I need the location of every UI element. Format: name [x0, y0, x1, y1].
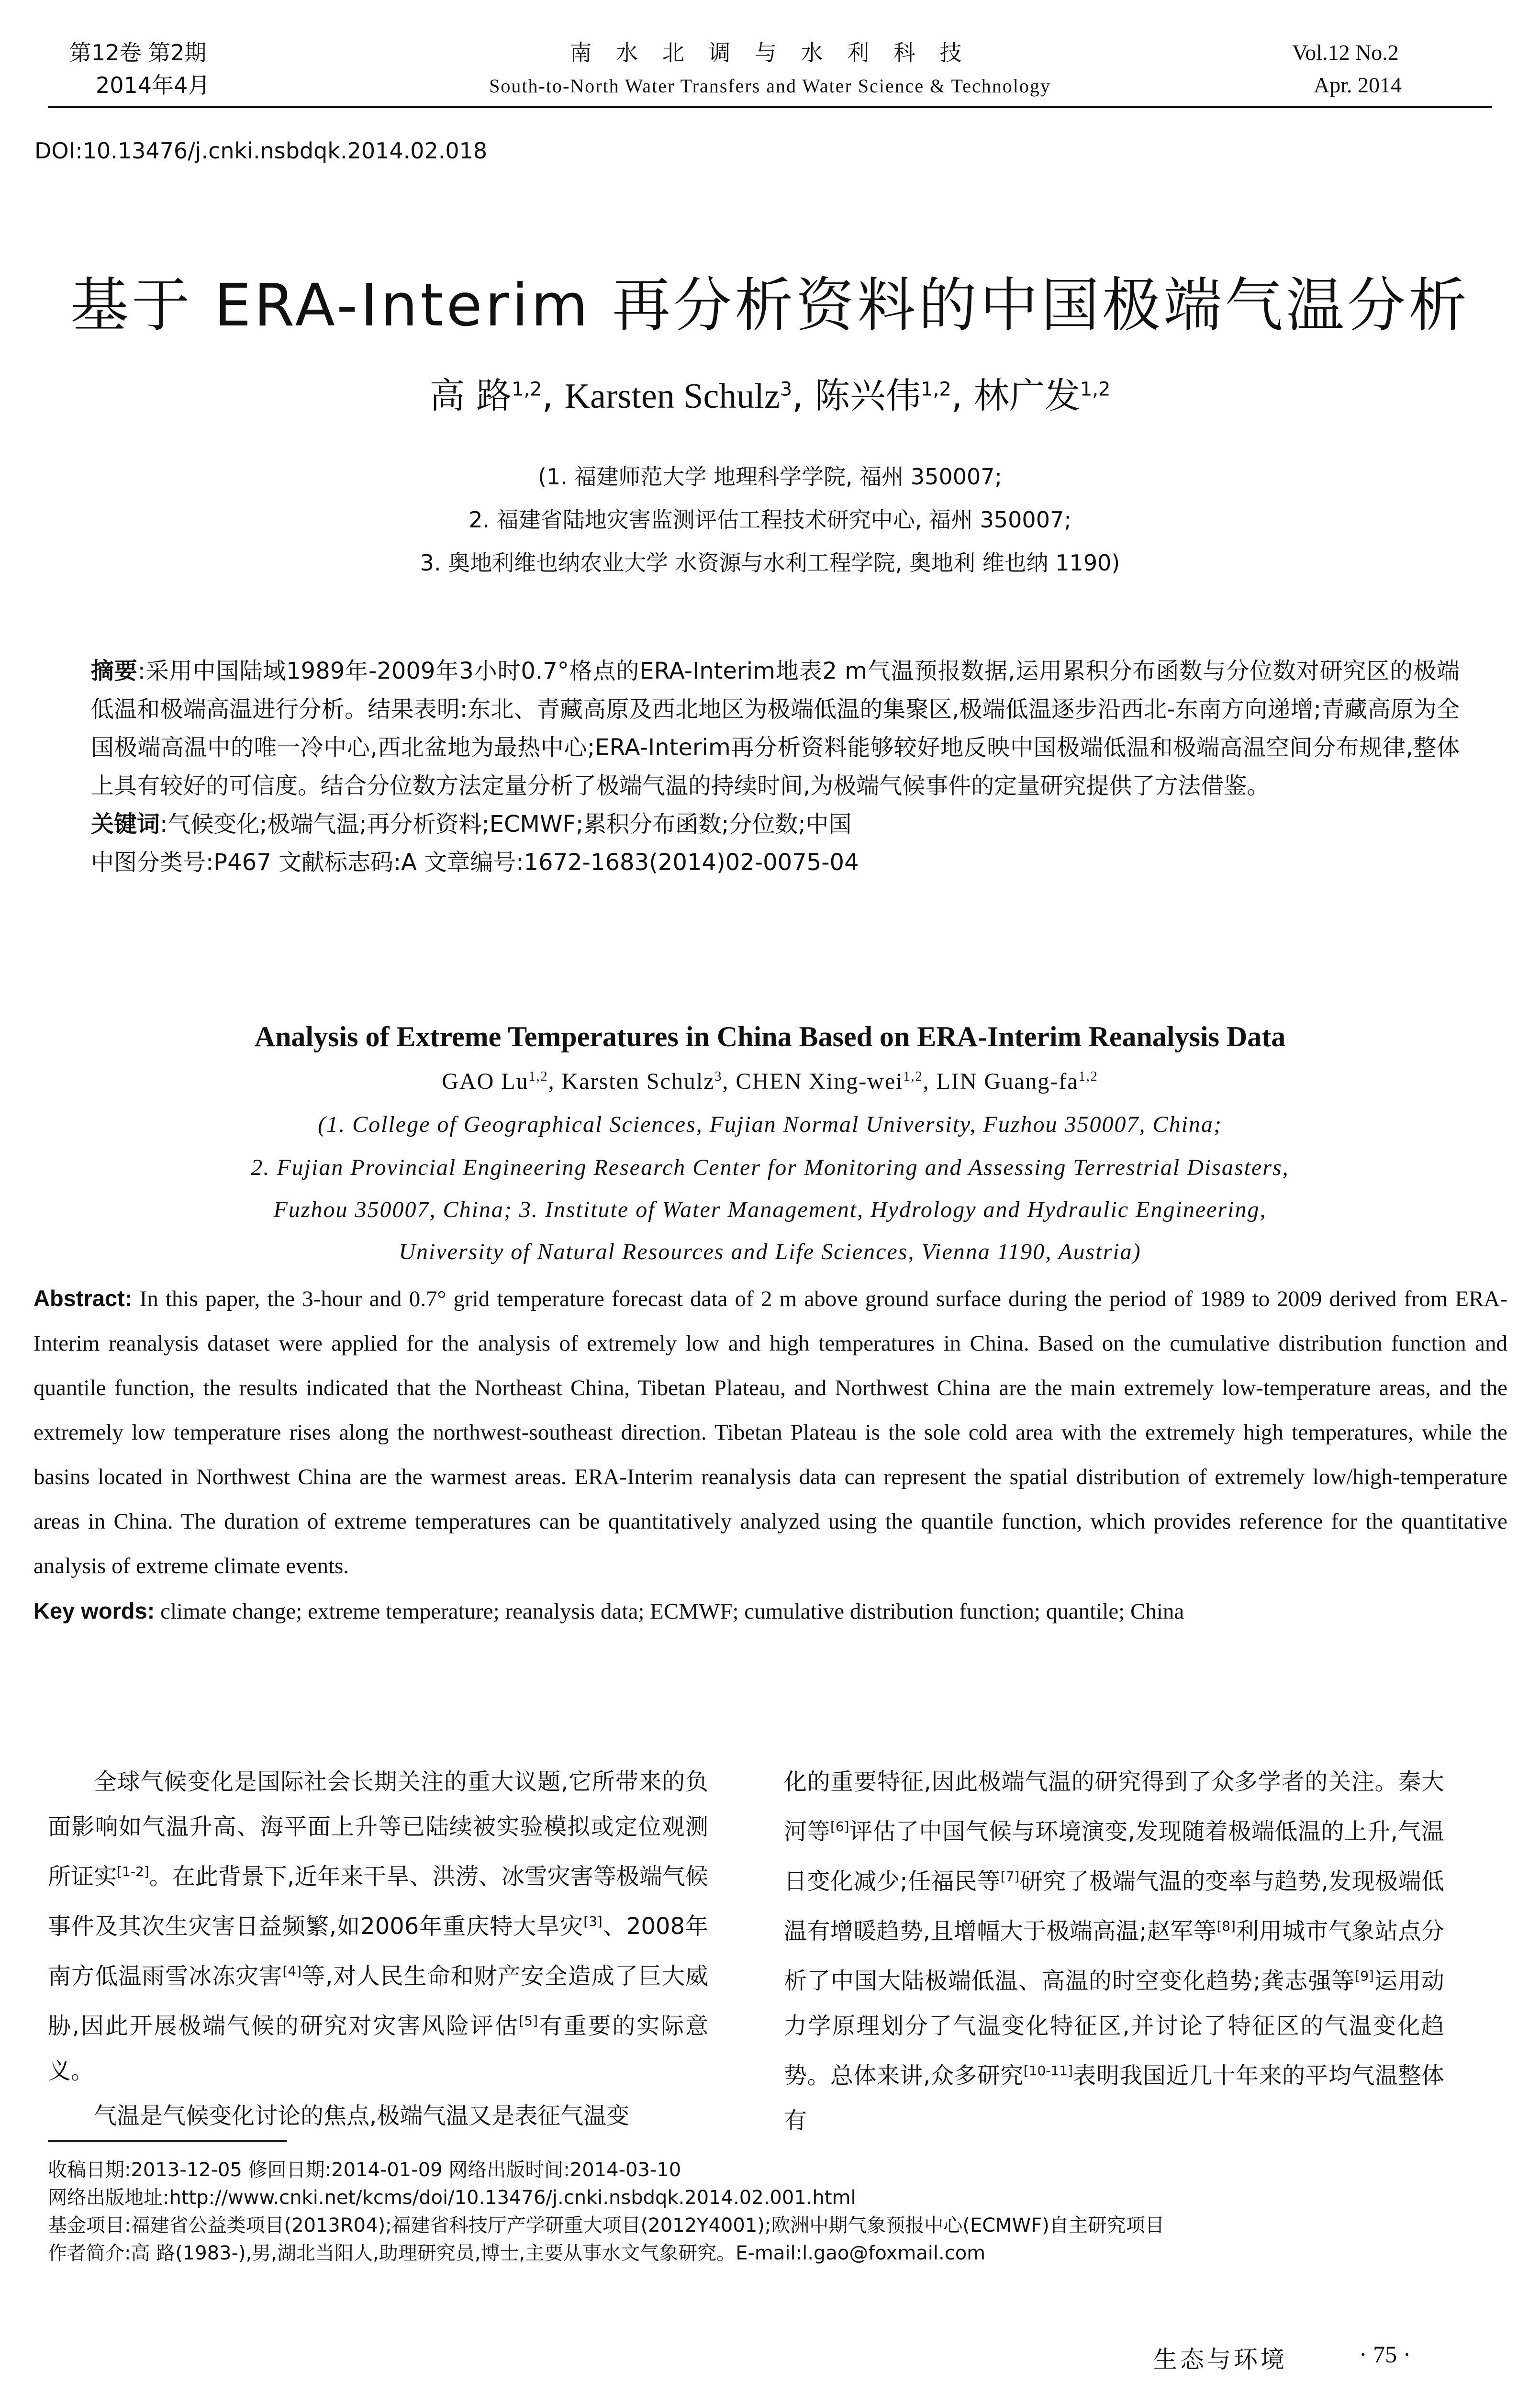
abstract-cn-label: 摘要 [91, 658, 138, 684]
keywords-en-label: Key words: [33, 1598, 155, 1623]
author-name-en: GAO Lu [442, 1069, 529, 1094]
body-paragraph: 气温是气候变化讨论的焦点,极端气温又是表征气温变 [94, 2102, 630, 2129]
citation: [1-2] [117, 1864, 149, 1879]
citation: [9] [1355, 1968, 1374, 1984]
keywords-en: climate change; extreme temperature; reanalysis data; ECMWF; cumulative distribution function; quantile; China [160, 1599, 1184, 1624]
paper-title-cn: 基于 ERA-Interim 再分析资料的中国极端气温分析 [70, 271, 1470, 339]
paper-title-en: Analysis of Extreme Temperatures in China Based on ERA-Interim Reanalysis Data [254, 1021, 1286, 1052]
affiliation-en: University of Natural Resources and Life Sciences, Vienna 1190, Austria) [399, 1239, 1141, 1264]
citation: [7] [1000, 1868, 1020, 1884]
citation: [3] [583, 1913, 603, 1929]
author-name-en: CHEN Xing-wei [736, 1069, 904, 1094]
body-right-column [784, 1759, 1444, 2143]
abstract-cn-text: 采用中国陆域1989年-2009年3小时0.7°格点的ERA-Interim地表2 m气温预报数据,运用累积分布函数与分位数对研究区的极端低温和极端高温进行分析。结果表明:东北、青藏高原及西北地区为极端低温的集聚区,极端低温逐步沿西北-东南方向递增;青藏高原为全国极端高温中的唯一冷中心,西北盆地为最热中心;ERA-Interim再分析资料能够较好地反映中国极端低温和极端高温空间分布规律,整体上具有较好的可信度。结合分位数方法定量分析了极端气温的持续时间,为极端气候事件的定量研究提供了方法借鉴。 [91, 658, 1460, 799]
authors-en: GAO Lu$^{1,2}$, Karsten Schulz$^3$, CHEN Xing-wei$^{1,2}$, LIN Guang-fa$^{1,2}$ [442, 1069, 1098, 1094]
affiliation-cn: 2. 福建省陆地灾害监测评估工程技术研究中心, 福州 350007; [469, 507, 1071, 533]
journal-volume-en: Vol.12 No.2 [1292, 40, 1399, 65]
body-paragraph: 化的重要特征,因此极端气温的研究得到了众多学者的关注。秦大河等[6]评估了中国气候与环境演变,发现随着极端低温的上升,气温日变化减少;任福民等[7]研究了极端气温的变率与趋势,发现极端低温有增暖趋势,且增幅大于极端高温;赵军等[8]利用城市气象站点分析了中国大陆极端低温、高温的时空变化趋势;龚志强等[9]运用动力学原理划分了气温变化特征区,并讨论了特征区的气温变化趋势。总体来讲,众多研究[10-11]表明我国近几十年来的平均气温整体有 [784, 1768, 1444, 2134]
author-affil: 1,2 [921, 378, 951, 401]
journal-name-en: South-to-North Water Transfers and Water Science & Technology [489, 75, 1051, 97]
affiliation-en: (1. College of Geographical Sciences, Fujian Normal University, Fuzhou 350007, China; [318, 1112, 1222, 1137]
author-affil-en: 1,2 [903, 1069, 923, 1084]
author-affil-en: 1,2 [528, 1069, 548, 1084]
section-name: 生态与环境 [1153, 2346, 1287, 2373]
footnote-funding: 基金项目:福建省公益类项目(2013R04);福建省科技厅产学研重大项目(2012Y4001);欧洲中期气象预报中心(ECMWF)自主研究项目 [48, 2214, 1164, 2236]
authors-cn: 高 路$^{1,2}$, Karsten Schulz$^3$, 陈兴伟$^{1,2}$, 林广发$^{1,2}$ [429, 375, 1111, 416]
classification-line: 中图分类号:P467 文献标志码:A 文章编号:1672-1683(2014)02-0075-04 [91, 849, 859, 876]
abstract-cn: 摘要:采用中国陆域1989年-2009年3小时0.7°格点的ERA-Interim地表2 m气温预报数据,运用累积分布函数与分位数对研究区的极端低温和极端高温进行分析。结果表明:东北、青藏高原及西北地区为极端低温的集聚区,极端低温逐步沿西北-东南方向递增;青藏高原为全国极端高温中的唯一冷中心,西北盆地为最热中心;ERA-Interim再分析资料能够较好地反映中国极端低温和极端高温空间分布规律,整体上具有较好的可信度。结合分位数方法定量分析了极端气温的持续时间,为极端气候事件的定量研究提供了方法借鉴。 关键词:气候变化;极端气温;再分析资料;ECMWF;累积分布函数;分位数;中国 中图分类号:P467 文献标志码:A 文章编号:1672-1683(2014)02-0075-04 [91, 652, 1460, 882]
journal-name-cn: 南 水 北 调 与 水 利 科 技 [569, 40, 971, 66]
journal-date-en: Apr. 2014 [1314, 73, 1402, 97]
author-name: 林广发 [973, 375, 1080, 416]
abstract-en [33, 1276, 1507, 1634]
header-rule [48, 106, 1492, 108]
body-left-column [48, 1759, 708, 2138]
author-affil: 1,2 [1080, 378, 1111, 401]
author-affil: 3 [780, 378, 792, 401]
footnote-received: 收稿日期:2013-12-05 修回日期:2014-01-09 网络出版时间:2014-03-10 [48, 2159, 681, 2181]
affiliation-en: 2. Fujian Provincial Engineering Research Center for Monitoring and Assessing Terrestrial Disasters, [251, 1155, 1289, 1180]
citation: [6] [830, 1819, 849, 1834]
author-affil: 1,2 [512, 378, 542, 401]
journal-volume-issue: 第12卷 第2期 [69, 40, 207, 66]
body-paragraph: 全球气候变化是国际社会长期关注的重大议题,它所带来的负面影响如气温升高、海平面上升等已陆续被实验模拟或定位观测所证实[1-2]。在此背景下,近年来干旱、洪涝、冰雪灾害等极端气候事件及其次生灾害日益频繁,如2006年重庆特大旱灾[3]、2008年南方低温雨雪冰冻灾害[4]等,对人民生命和财产安全造成了巨大威胁,因此开展极端气候的研究对灾害风险评估[5]有重要的实际意义。 [48, 1768, 708, 2084]
citation: [10-11] [1023, 2063, 1073, 2079]
author-affil-en: 1,2 [1078, 1069, 1098, 1084]
author-name: 高 路 [429, 375, 512, 416]
author-affil-en: 3 [714, 1069, 723, 1084]
affiliation-en: Fuzhou 350007, China; 3. Institute of Water Management, Hydrology and Hydraulic Engineering, [273, 1197, 1267, 1222]
footnote-rule [48, 2140, 287, 2142]
author-name-en: LIN Guang-fa [936, 1069, 1079, 1094]
affiliation-cn: (1. 福建师范大学 地理科学学院, 福州 350007; [537, 464, 1003, 490]
author-name-en: Karsten Schulz [561, 1069, 715, 1094]
footnote-online-url: 网络出版地址:http://www.cnki.net/kcms/doi/10.13476/j.cnki.nsbdqk.2014.02.001.html [48, 2187, 856, 2209]
affiliation-cn: 3. 奥地利维也纳农业大学 水资源与水利工程学院, 奥地利 维也纳 1190) [420, 550, 1120, 576]
citation: [8] [1216, 1918, 1236, 1934]
footnote-author-bio: 作者简介:高 路(1983-),男,湖北当阳人,助理研究员,博士,主要从事水文气象研究。E-mail:l.gao@foxmail.com [48, 2242, 986, 2264]
author-name: Karsten Schulz [564, 377, 780, 416]
abstract-en-text: In this paper, the 3-hour and 0.7° grid temperature forecast data of 2 m above ground surface during the period of 1989 to 2009 derived from ERA-Interim reanalysis dataset were applied for the analysis of extremely low and high temperatures in China. Based on the cumulative distribution function and quantile function, the results indicated that the Northeast China, Tibetan Plateau, and Northwest China are the main extremely low-temperature areas, and the extremely low temperature rises along the northwest-southeast direction. Tibetan Plateau is the sole cold area with the extremely high temperatures, while the basins located in Northwest China are the warmest areas. ERA-Interim reanalysis data can represent the spatial distribution of extremely low/high-temperature areas in China. The duration of extreme temperatures can be quantitatively analyzed using the quantile function, which provides reference for the quantitative analysis of extreme climate events. [33, 1286, 1508, 1578]
journal-date-cn: 2014年4月 [96, 72, 210, 98]
keywords-cn: 气候变化;极端气温;再分析资料;ECMWF;累积分布函数;分位数;中国 [167, 811, 852, 838]
citation: [4] [282, 1963, 302, 1979]
doi: DOI:10.13476/j.cnki.nsbdqk.2014.02.018 [34, 138, 488, 164]
page-number: · 75 · [1359, 2341, 1411, 2368]
abstract-en-label: Abstract: [33, 1286, 133, 1311]
keywords-cn-label: 关键词 [91, 811, 160, 838]
author-name: 陈兴伟 [815, 375, 921, 416]
citation: [5] [519, 2013, 538, 2029]
